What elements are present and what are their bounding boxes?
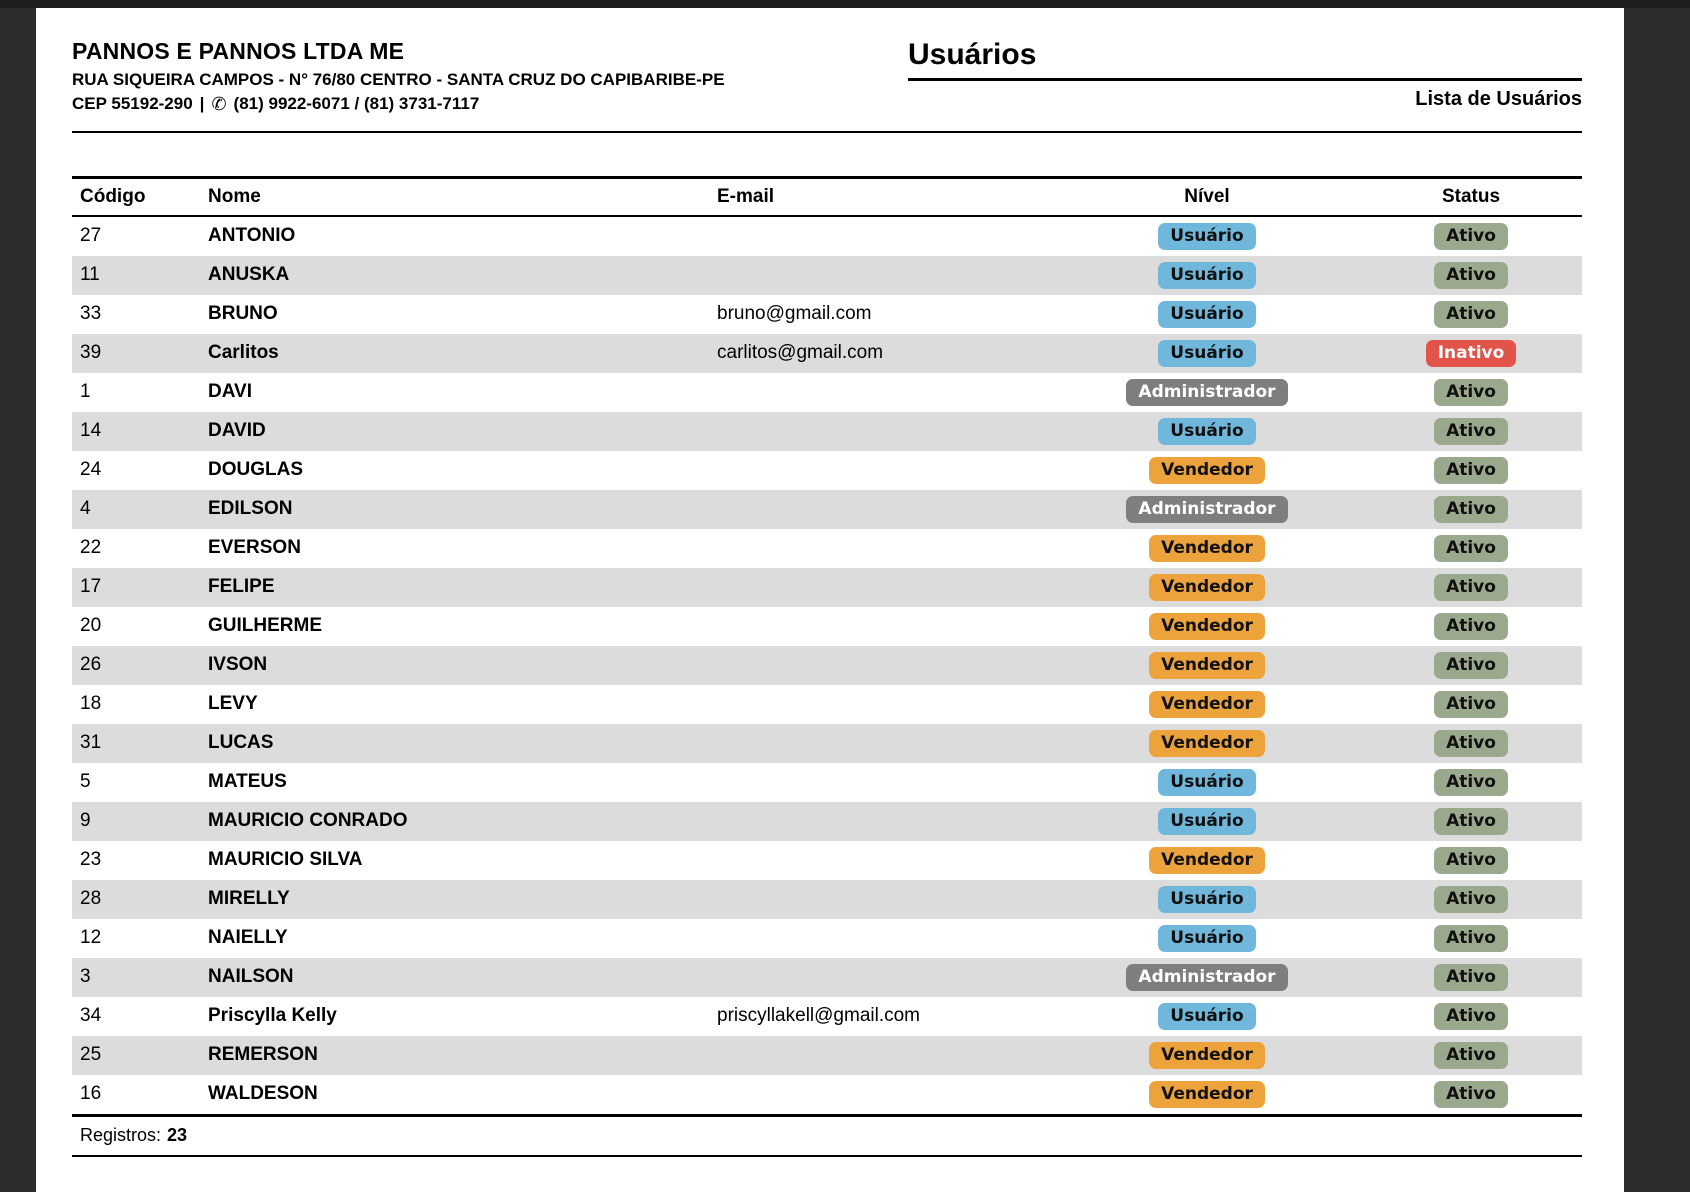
nome-cell: EDILSON (208, 498, 293, 520)
contact-separator: | (199, 94, 205, 114)
table-row (72, 412, 1582, 451)
codigo-cell: 12 (80, 927, 102, 949)
codigo-cell: 4 (80, 498, 91, 520)
codigo-cell: 31 (80, 732, 102, 754)
table-row (72, 490, 1582, 529)
table-header-row (72, 179, 1582, 217)
codigo-cell: 22 (80, 537, 102, 559)
codigo-cell: 14 (80, 420, 102, 442)
header-nivel: Nível (1184, 185, 1230, 207)
status-badge: Ativo (1434, 262, 1508, 289)
nome-cell: ANUSKA (208, 264, 290, 286)
codigo-cell: 39 (80, 342, 102, 364)
codigo-cell: 26 (80, 654, 102, 676)
status-badge: Ativo (1434, 652, 1508, 679)
status-badge: Ativo (1434, 1081, 1508, 1108)
nome-cell: MATEUS (208, 771, 287, 793)
status-badge: Ativo (1434, 1042, 1508, 1069)
nivel-badge: Usuário (1158, 418, 1255, 445)
nivel-badge: Usuário (1158, 769, 1255, 796)
company-contact (72, 94, 908, 115)
table-row (72, 568, 1582, 607)
page-title: Usuários (908, 38, 1582, 81)
table-row (72, 646, 1582, 685)
registros-count: 23 (167, 1125, 188, 1146)
nome-cell: DOUGLAS (208, 459, 303, 481)
codigo-cell: 23 (80, 849, 102, 871)
table-row (72, 724, 1582, 763)
company-name: PANNOS E PANNOS LTDA ME (72, 38, 405, 64)
nome-cell: GUILHERME (208, 615, 322, 637)
status-badge: Ativo (1434, 223, 1508, 250)
table-row (72, 295, 1582, 334)
company-block (72, 38, 908, 115)
codigo-cell: 5 (80, 771, 91, 793)
table-row (72, 607, 1582, 646)
status-badge: Ativo (1434, 535, 1508, 562)
nivel-badge: Vendedor (1149, 574, 1265, 601)
email-cell: carlitos@gmail.com (717, 342, 884, 364)
codigo-cell: 28 (80, 888, 102, 910)
header-status: Status (1441, 185, 1501, 207)
status-badge: Ativo (1434, 301, 1508, 328)
table-row (72, 1036, 1582, 1075)
nivel-badge: Usuário (1158, 301, 1255, 328)
table-row (72, 217, 1582, 256)
header-codigo: Código (80, 185, 146, 207)
nivel-badge: Administrador (1126, 964, 1287, 991)
table-row (72, 1075, 1582, 1114)
nome-cell: Priscylla Kelly (208, 1005, 337, 1027)
codigo-cell: 25 (80, 1044, 102, 1066)
nivel-badge: Usuário (1158, 886, 1255, 913)
status-badge: Ativo (1434, 730, 1508, 757)
status-badge: Inativo (1426, 340, 1517, 367)
nivel-badge: Vendedor (1149, 1042, 1265, 1069)
nivel-badge: Vendedor (1149, 535, 1265, 562)
status-badge: Ativo (1434, 691, 1508, 718)
header-divider (72, 131, 1582, 133)
nivel-badge: Vendedor (1149, 457, 1265, 484)
table-row (72, 685, 1582, 724)
status-badge: Ativo (1434, 964, 1508, 991)
codigo-cell: 16 (80, 1083, 102, 1105)
nome-cell: LUCAS (208, 732, 274, 754)
codigo-cell: 9 (80, 810, 91, 832)
table-row (72, 841, 1582, 880)
codigo-cell: 3 (80, 966, 91, 988)
nome-cell: NAIELLY (208, 927, 288, 949)
table-row (72, 529, 1582, 568)
header-email: E-mail (717, 185, 775, 207)
nivel-badge: Vendedor (1149, 691, 1265, 718)
email-cell: priscyllakell@gmail.com (717, 1005, 920, 1027)
table-row (72, 919, 1582, 958)
table-body (72, 217, 1582, 1114)
status-badge: Ativo (1434, 1003, 1508, 1030)
codigo-cell: 1 (80, 381, 91, 403)
status-badge: Ativo (1434, 886, 1508, 913)
nome-cell: IVSON (208, 654, 268, 676)
nome-cell: Carlitos (208, 342, 279, 364)
table-row (72, 880, 1582, 919)
title-block (908, 38, 1582, 111)
nome-cell: NAILSON (208, 966, 294, 988)
nivel-badge: Administrador (1126, 496, 1287, 523)
table-row (72, 256, 1582, 295)
table-row (72, 451, 1582, 490)
table-row (72, 997, 1582, 1036)
table-footer (72, 1114, 1582, 1157)
report-page (36, 8, 1624, 1192)
status-badge: Ativo (1434, 613, 1508, 640)
company-address: RUA SIQUEIRA CAMPOS - N° 76/80 CENTRO - SANTA CRUZ DO CAPIBARIBE-PE (72, 70, 725, 90)
codigo-cell: 33 (80, 303, 102, 325)
status-badge: Ativo (1434, 379, 1508, 406)
nivel-badge: Administrador (1126, 379, 1287, 406)
registros-label: Registros: (80, 1125, 162, 1146)
status-badge: Ativo (1434, 496, 1508, 523)
nivel-badge: Vendedor (1149, 847, 1265, 874)
status-badge: Ativo (1434, 574, 1508, 601)
nome-cell: MAURICIO SILVA (208, 849, 363, 871)
codigo-cell: 27 (80, 225, 102, 247)
status-badge: Ativo (1434, 418, 1508, 445)
phone-icon: ✆ (211, 93, 227, 115)
nome-cell: MIRELLY (208, 888, 290, 910)
table-row (72, 958, 1582, 997)
nome-cell: DAVI (208, 381, 252, 403)
codigo-cell: 11 (80, 264, 100, 286)
table-row (72, 763, 1582, 802)
nome-cell: DAVID (208, 420, 266, 442)
nome-cell: WALDESON (208, 1083, 318, 1105)
nivel-badge: Vendedor (1149, 652, 1265, 679)
nivel-badge: Usuário (1158, 925, 1255, 952)
page-subtitle: Lista de Usuários (1415, 88, 1582, 110)
codigo-cell: 17 (80, 576, 102, 598)
codigo-cell: 34 (80, 1005, 102, 1027)
nome-cell: BRUNO (208, 303, 278, 325)
codigo-cell: 20 (80, 615, 102, 637)
nome-cell: ANTONIO (208, 225, 296, 247)
users-table (72, 176, 1582, 1157)
report-header (72, 38, 1582, 115)
status-badge: Ativo (1434, 769, 1508, 796)
email-cell: bruno@gmail.com (717, 303, 872, 325)
company-phones: (81) 9922-6071 / (81) 3731-7117 (233, 94, 480, 114)
company-cep: CEP 55192-290 (72, 94, 193, 114)
nome-cell: REMERSON (208, 1044, 318, 1066)
nome-cell: LEVY (208, 693, 258, 715)
table-row (72, 334, 1582, 373)
nivel-badge: Vendedor (1149, 1081, 1265, 1108)
nivel-badge: Usuário (1158, 340, 1255, 367)
codigo-cell: 24 (80, 459, 102, 481)
nome-cell: MAURICIO CONRADO (208, 810, 408, 832)
viewer-top-bar (0, 0, 1690, 8)
nome-cell: EVERSON (208, 537, 301, 559)
status-badge: Ativo (1434, 925, 1508, 952)
nivel-badge: Usuário (1158, 808, 1255, 835)
status-badge: Ativo (1434, 808, 1508, 835)
nome-cell: FELIPE (208, 576, 275, 598)
nivel-badge: Vendedor (1149, 730, 1265, 757)
header-nome: Nome (208, 185, 261, 207)
status-badge: Ativo (1434, 457, 1508, 484)
table-row (72, 802, 1582, 841)
nivel-badge: Usuário (1158, 223, 1255, 250)
status-badge: Ativo (1434, 847, 1508, 874)
nivel-badge: Usuário (1158, 262, 1255, 289)
nivel-badge: Vendedor (1149, 613, 1265, 640)
table-row (72, 373, 1582, 412)
nivel-badge: Usuário (1158, 1003, 1255, 1030)
codigo-cell: 18 (80, 693, 102, 715)
